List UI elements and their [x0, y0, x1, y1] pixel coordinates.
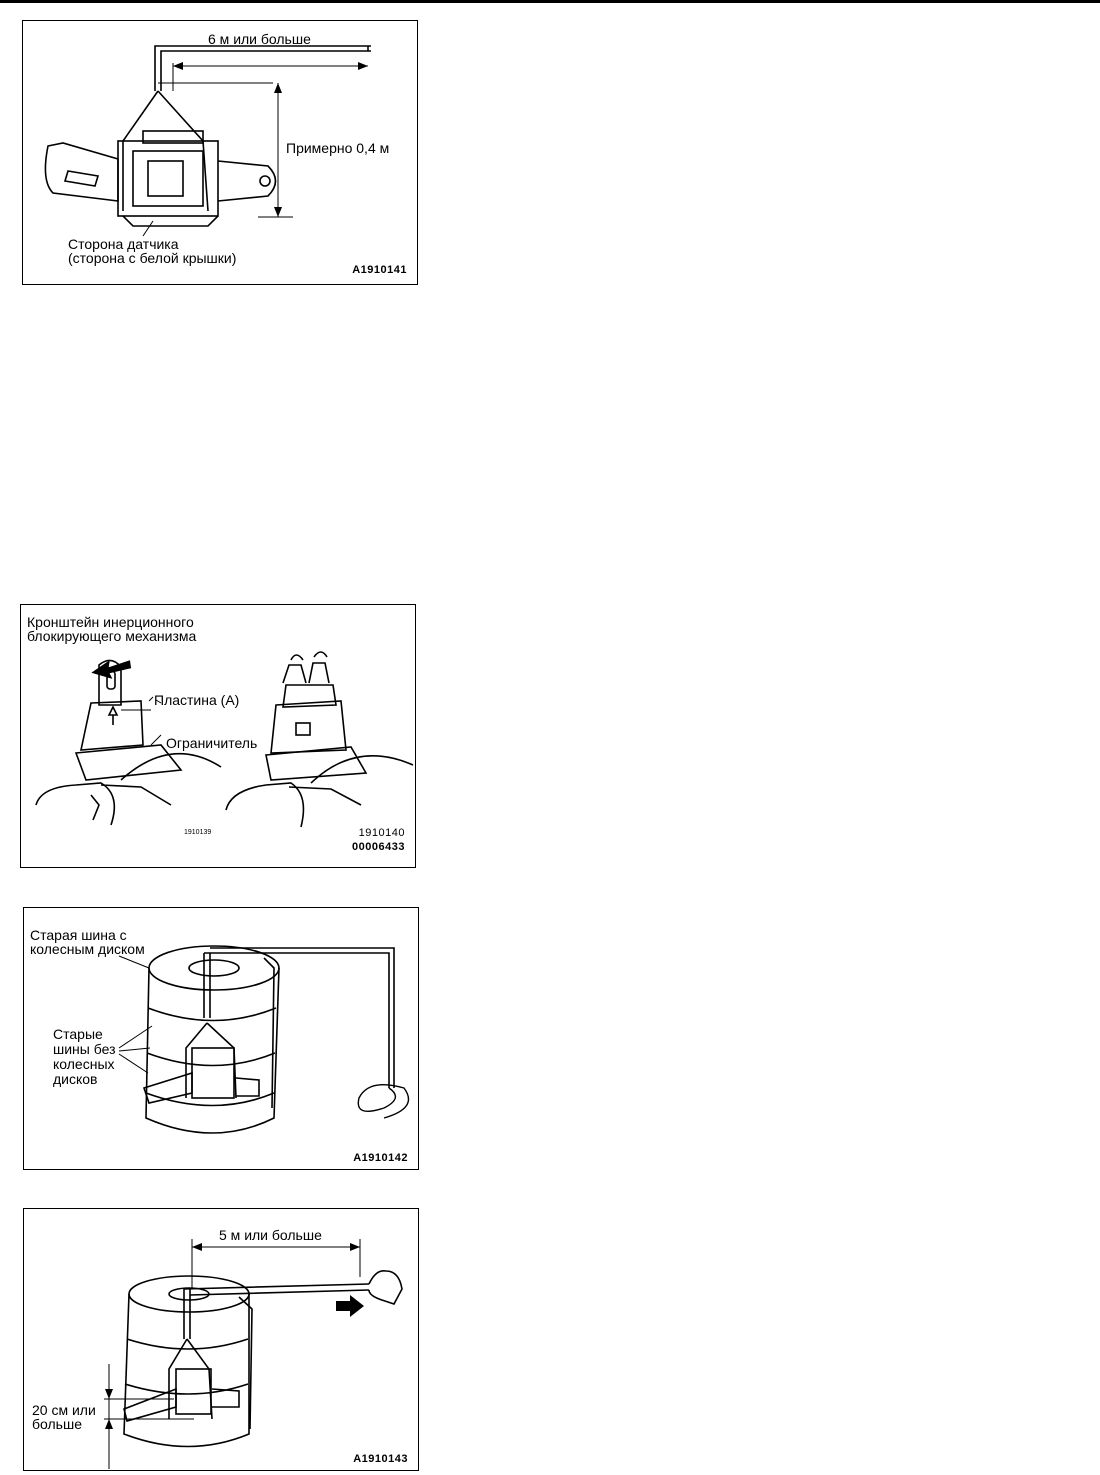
- label-sensor-side: Сторона датчика: [68, 236, 179, 252]
- label-bracket-cont: блокирующего механизма: [27, 628, 197, 644]
- figure-retractor-cord-setup: [22, 20, 418, 285]
- figure-cord-pull: [23, 1208, 419, 1471]
- label-height-04m: Примерно 0,4 м: [286, 140, 390, 156]
- figure-code: 1910140: [358, 827, 405, 839]
- figure-code: A1910142: [353, 1152, 408, 1164]
- label-limiter: Ограничитель: [166, 735, 258, 751]
- label-tires-without-rims: Старые шины без колесных дисков: [53, 1026, 116, 1087]
- figure-code: A1910141: [352, 264, 407, 276]
- figure-tire-stack: [23, 907, 419, 1170]
- label-distance-5m: 5 м или больше: [219, 1227, 322, 1243]
- label-old-tire-with-rim-cont: колесным диском: [30, 941, 145, 957]
- label-plate-a: Пластина (A): [154, 692, 240, 708]
- label-old-tire-with-rim: Старая шина с: [30, 927, 127, 943]
- label-height-20cm-cont: больше: [32, 1416, 82, 1432]
- figure-lock-bracket-plate: [20, 604, 416, 868]
- cord-pull-illustration: [24, 1209, 419, 1471]
- figure-code-2: 00006433: [352, 841, 405, 853]
- label-sensor-side-note: (сторона с белой крышки): [68, 250, 237, 266]
- label-distance-6m: 6 м или больше: [208, 31, 311, 47]
- label-bracket: Кронштейн инерционного: [27, 614, 194, 630]
- label-height-20cm: 20 см или: [32, 1402, 96, 1418]
- top-rule: [0, 0, 1100, 3]
- figure-code: A1910143: [353, 1453, 408, 1465]
- figure-code-small: 1910139: [184, 829, 212, 836]
